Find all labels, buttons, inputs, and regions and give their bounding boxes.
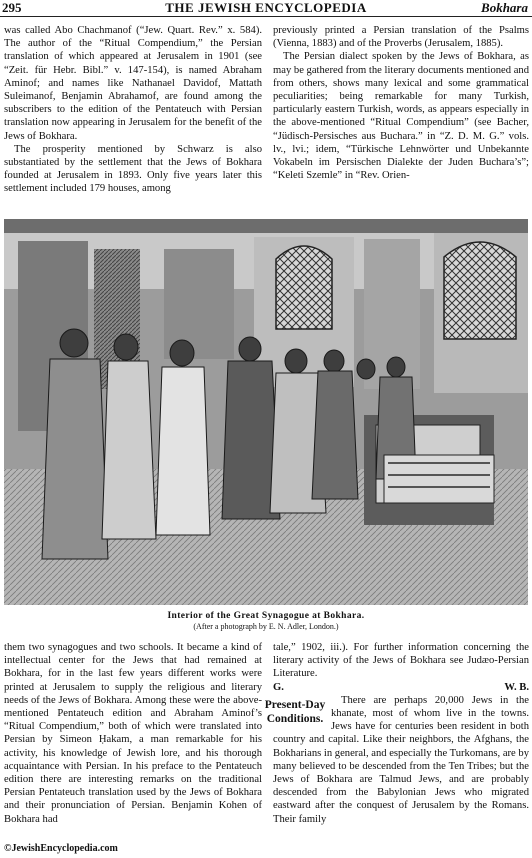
article-column-bottom-left xyxy=(4,641,262,826)
author-signature: W. B. xyxy=(504,681,529,693)
page-number: 295 xyxy=(2,0,22,15)
paragraph: There are perhaps 20,000 Jews in the khanate, most of whom live in the towns. Jews have for centuries been resident in both country and capital. Like their neighbors, the Afghans, the Bokharians in general, and especially the Turkomans, are by many believed to be descended from the Ten Tribes; but the Jews of Bokhara are Talmud Jews, and are probably descended from the Babylonian Jews who migrated eastward after the conquest of Jerusalem by the Romans. Their family xyxy=(273,694,529,825)
paragraph: The prosperity mentioned by Schwarz is also substantiated by the settlement that the Jews of Bokhara founded at Jerusalem in 1893. Only five years later this settlement included 179 houses, among xyxy=(4,143,262,195)
paragraph: tale,” 1902, iii.). For further information concerning the literary activity of the Jews of Bokhara see Judæo-Persian Literature. xyxy=(273,642,529,680)
article-column-top-left xyxy=(4,24,262,196)
paragraph: previously printed a Persian translation of the Psalms (Vienna, 1883) and of the Proverbs (Jerusalem, 1885). xyxy=(273,25,529,50)
running-header xyxy=(0,0,532,17)
author-initial: G. xyxy=(273,681,284,693)
paragraph: them two synagogues and two schools. It became a kind of intellectual center for the Jews that had remained at Bokhara, for in the last few years different works were printed at Jerusalem to supply the religious and literary needs of the Jews of Bokhara. Among these were the above-mentioned Pentateuch edition and Abraham Aminof’s “Ritual Compendium,” both of which were translated into Persian by Simeon Ḥakam, a man remarkable for his activity, his knowledge of Jewish lore, and his thorough acquaintance with Persian. In his preface to the Pentateuch edition there are interesting remarks on the traditional Persian Pentateuch translation used by the Jews of Bokhara and their pronunciation of Persian. Benjamin Kohen of Bokhara had xyxy=(4,642,262,825)
figure-caption: Interior of the Great Synagogue at Bokhara. xyxy=(167,611,365,621)
journal-title: THE JEWISH ENCYCLOPEDIA xyxy=(165,0,367,15)
side-heading: Present-Day Conditions. xyxy=(264,698,326,725)
paragraph: was called Abo Chachmanof (“Jew. Quart. Rev.” x. 584). The author of the “Ritual Compendium,” the Persian translation of which appeared at Jerusalem in 1901 (see “Zeit. für Hebr. Bibl.” v. 147-154), is named Abraham Aminof; and names like Nathanael Davidof, Mattath Suleimanof, Benjamin Abrahamof, are found among the subscribers to the edition of the Pentateuch with Persian translation now appearing in Jerusalem for the benefit of the Jews of Bokhara. xyxy=(4,25,262,142)
site-watermark: ©JewishEncyclopedia.com xyxy=(4,843,118,854)
article-column-top-right xyxy=(273,24,529,182)
synagogue-photograph xyxy=(4,219,528,605)
signature-line xyxy=(273,681,529,694)
running-keyword: Bokhara xyxy=(481,0,528,15)
paragraph: The Persian dialect spoken by the Jews of Bokhara, as may be gathered from the literary documents mentioned and from others, shows many lexical and some grammatical peculiarities; being remarkable for many Turkish, particularly eastern Turkish, words, as appears especially in the above-mentioned “Ritual Compendium” (see Bacher, “Jüdisch-Persisches aus Buchara.” in “Z. D. M. G.” vols. lv., lvi.; idem, “Türkische Lehnwörter und Unbekannte Vokabeln im Persischen Dialekte der Juden Buchara’s”; “Keleti Szemle” in “Rev. Orien- xyxy=(273,51,529,182)
article-column-bottom-right xyxy=(264,641,529,826)
figure-credit: (After a photograph by E. N. Adler, London.) xyxy=(193,622,339,631)
